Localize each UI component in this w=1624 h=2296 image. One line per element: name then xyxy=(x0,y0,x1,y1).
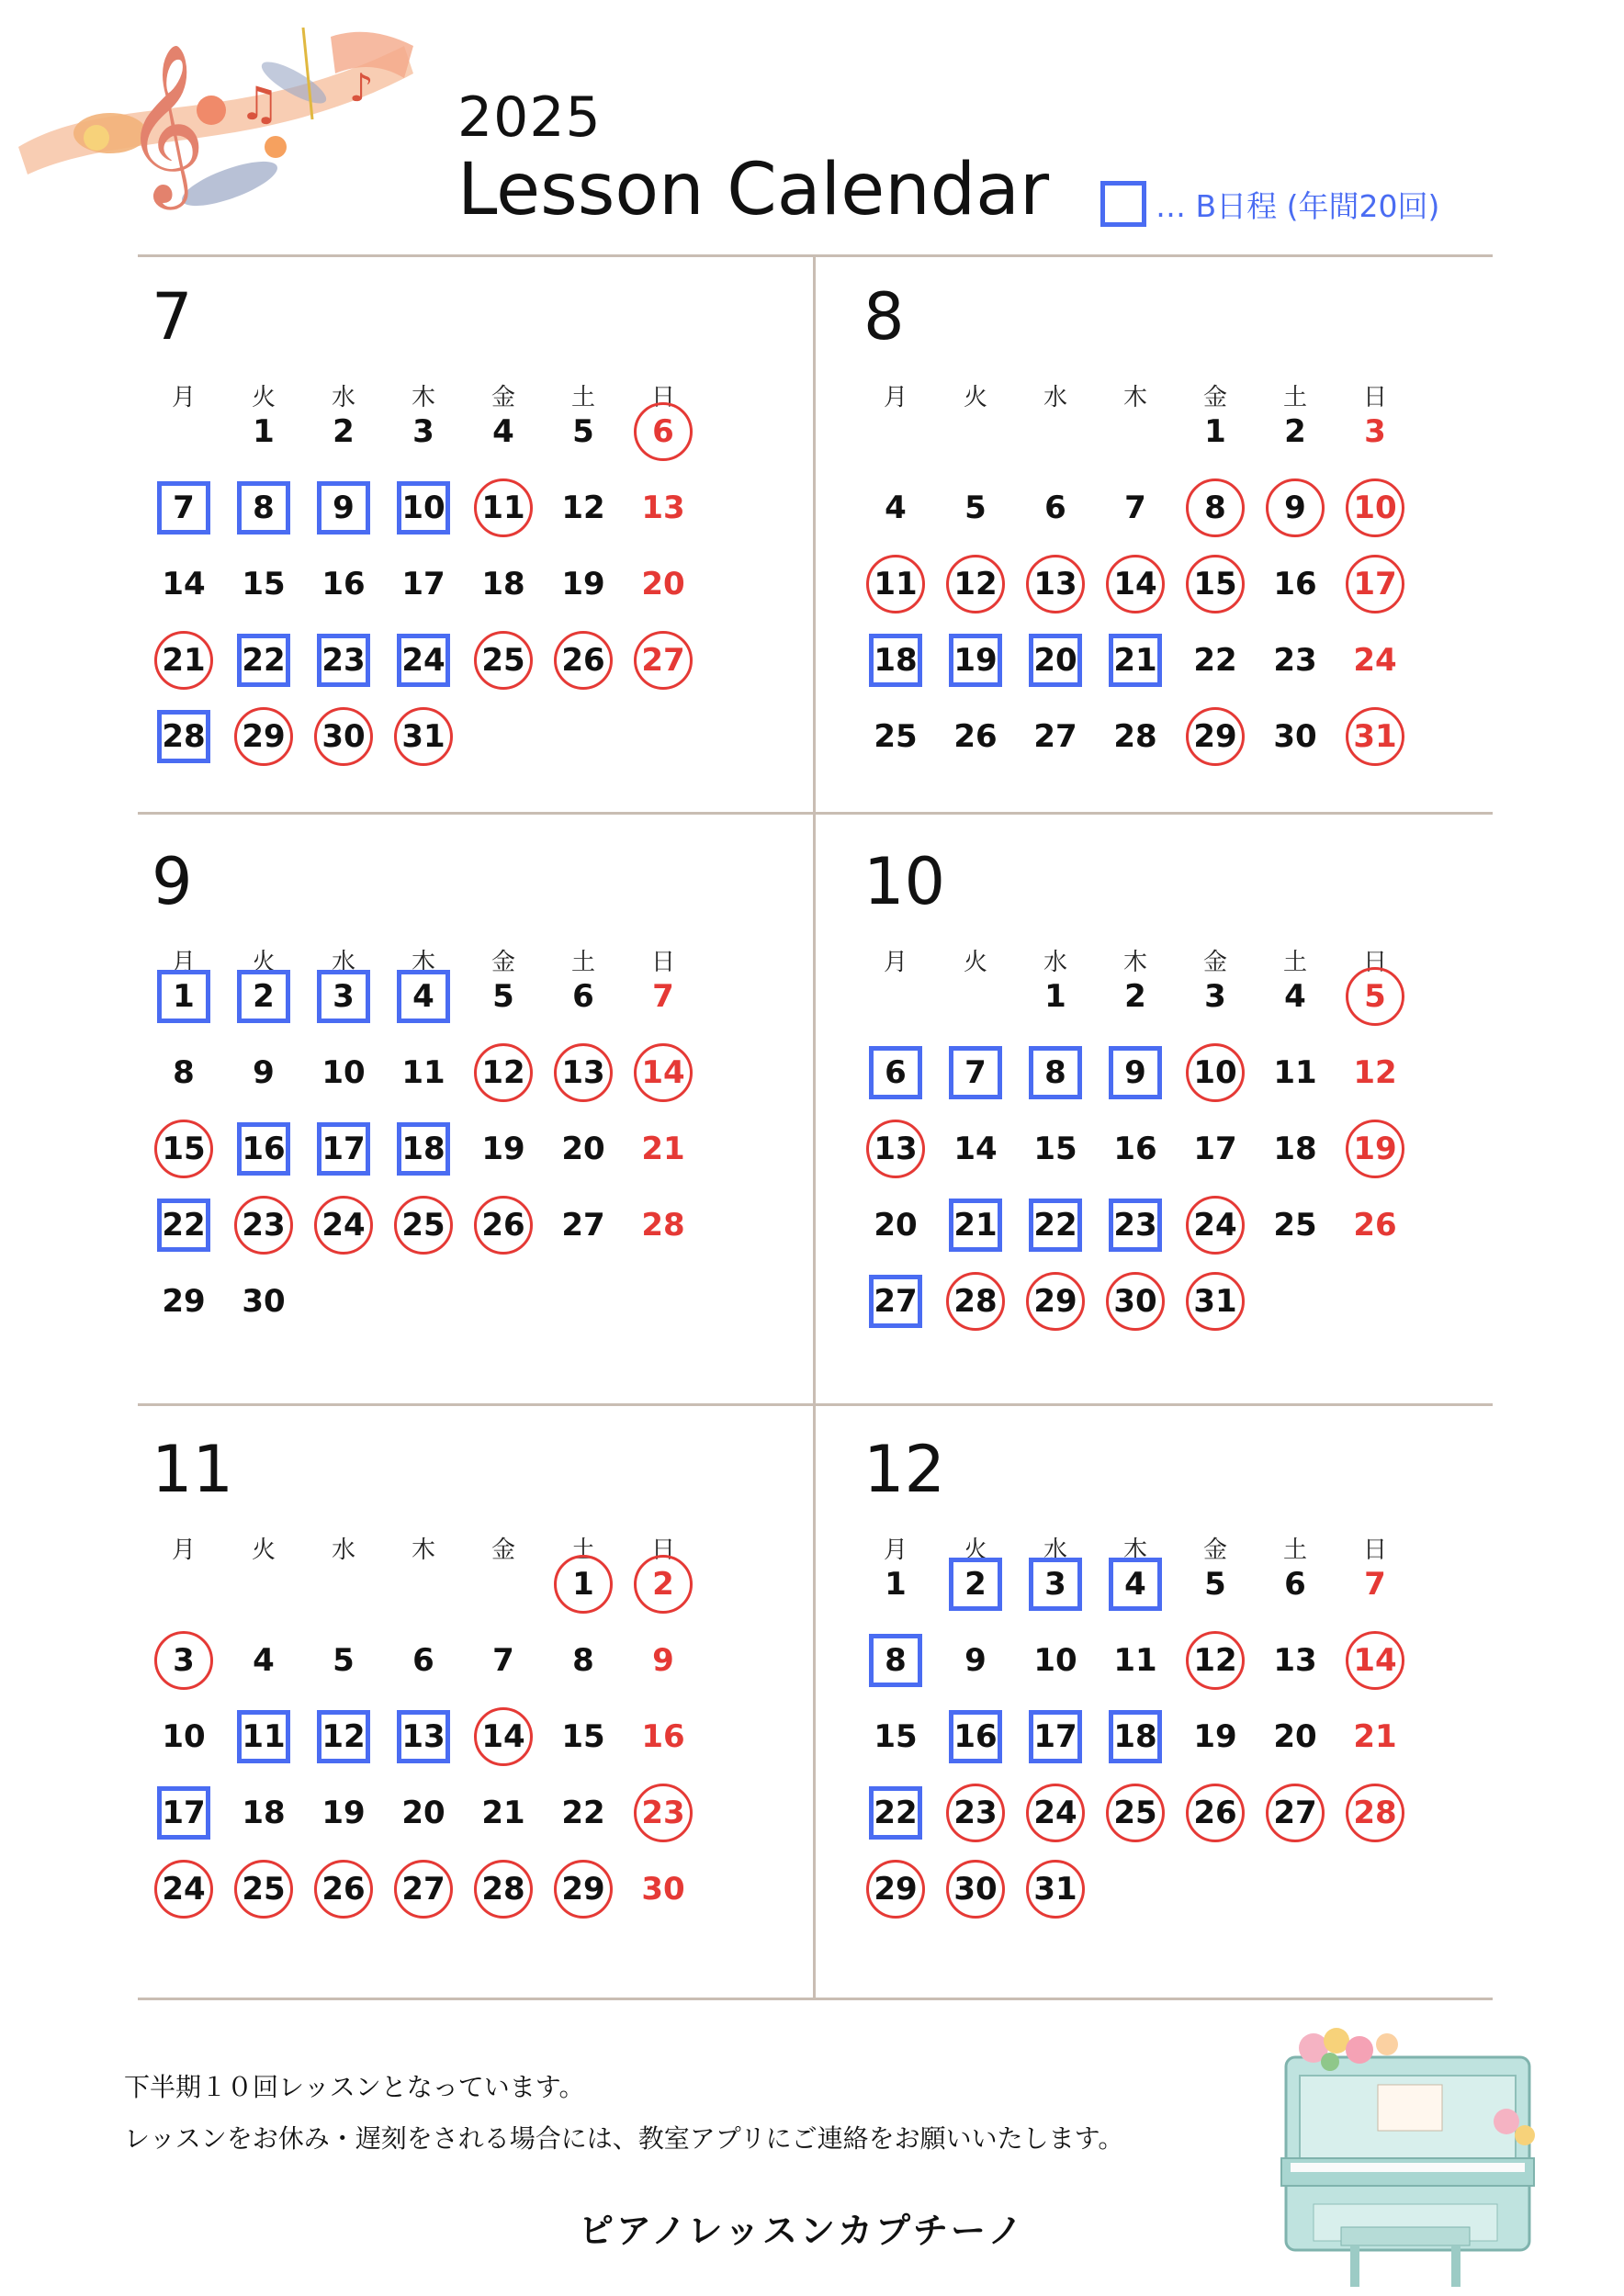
calendar-day: 1 xyxy=(554,1555,613,1614)
note-line-1: 下半期１０回レッスンとなっています。 xyxy=(124,2072,585,2102)
calendar-day: 27 xyxy=(1266,1784,1325,1842)
note-line-2: レッスンをお休み・遅刻をされる場合には、教室アプリにご連絡をお願いいたします。 xyxy=(124,2123,1124,2154)
calendar-day: 23 xyxy=(317,634,370,687)
calendar-day: 15 xyxy=(1186,555,1245,613)
calendar-day: 23 xyxy=(1109,1199,1162,1252)
svg-text:𝄞: 𝄞 xyxy=(124,43,206,203)
calendar-day: 14 xyxy=(953,1131,998,1167)
calendar-day: 28 xyxy=(1113,718,1157,755)
calendar-day: 20 xyxy=(641,566,685,602)
calendar-day: 9 xyxy=(317,481,370,535)
calendar-day: 30 xyxy=(242,1283,286,1320)
calendar-day: 17 xyxy=(401,566,445,602)
notes xyxy=(124,2062,1123,2165)
calendar-day: 25 xyxy=(1106,1784,1165,1842)
calendar-day: 7 xyxy=(1124,490,1146,526)
calendar-day: 6 xyxy=(869,1046,922,1099)
calendar-day: 30 xyxy=(641,1871,685,1908)
calendar-day: 11 xyxy=(1273,1054,1317,1091)
calendar-day: 3 xyxy=(1029,1558,1082,1611)
calendar-day: 19 xyxy=(1346,1120,1404,1178)
calendar-day: 20 xyxy=(401,1795,445,1831)
calendar-day: 19 xyxy=(481,1131,525,1167)
weekday-label: 水 xyxy=(1043,949,1067,976)
calendar-day: 25 xyxy=(394,1196,453,1255)
calendar-day: 5 xyxy=(964,490,987,526)
calendar-day: 5 xyxy=(572,413,594,450)
weekday-label: 木 xyxy=(411,384,435,411)
calendar-day: 1 xyxy=(253,413,275,450)
calendar-day: 5 xyxy=(492,978,514,1015)
calendar-day: 4 xyxy=(397,970,450,1023)
weekday-label: 水 xyxy=(331,1536,355,1564)
calendar-day: 15 xyxy=(1033,1131,1077,1167)
weekday-label: 水 xyxy=(1043,1536,1067,1564)
legend-label: … B日程 (年間20回) xyxy=(1156,187,1440,224)
weekday-label: 土 xyxy=(570,1536,595,1564)
weekday-label: 日 xyxy=(650,949,675,976)
calendar-day: 4 xyxy=(1284,978,1306,1015)
calendar-day: 12 xyxy=(1353,1054,1397,1091)
month-number: 10 xyxy=(863,844,946,919)
month-number: 11 xyxy=(152,1432,234,1507)
weekday-label: 土 xyxy=(1282,949,1307,976)
calendar-day: 23 xyxy=(946,1784,1005,1842)
calendar-day: 4 xyxy=(492,413,514,450)
calendar-day: 13 xyxy=(397,1710,450,1763)
calendar-day: 31 xyxy=(394,707,453,766)
calendar-day: 17 xyxy=(1029,1710,1082,1763)
calendar-day: 20 xyxy=(1273,1718,1317,1755)
calendar-day: 12 xyxy=(317,1710,370,1763)
weekday-label: 月 xyxy=(171,1536,196,1564)
weekday-label: 火 xyxy=(251,384,276,411)
calendar-day: 8 xyxy=(1186,478,1245,537)
calendar-day: 18 xyxy=(397,1122,450,1176)
calendar-day: 2 xyxy=(949,1558,1002,1611)
piano-illustration xyxy=(1258,2020,1562,2296)
weekday-label: 木 xyxy=(1122,949,1147,976)
weekday-label: 金 xyxy=(1202,949,1227,976)
calendar-day: 28 xyxy=(1346,1784,1404,1842)
calendar-day: 25 xyxy=(874,718,918,755)
calendar-day: 2 xyxy=(237,970,290,1023)
divider-center xyxy=(813,254,816,1999)
weekday-label: 月 xyxy=(883,1536,908,1564)
calendar-day: 25 xyxy=(474,631,533,690)
weekday-label: 土 xyxy=(570,949,595,976)
calendar-day: 14 xyxy=(162,566,206,602)
calendar-day: 6 xyxy=(412,1642,434,1679)
weekday-label: 月 xyxy=(171,949,196,976)
calendar-day: 19 xyxy=(1193,1718,1237,1755)
calendar-day: 22 xyxy=(1193,642,1237,679)
calendar-day: 7 xyxy=(949,1046,1002,1099)
calendar-day: 26 xyxy=(474,1196,533,1255)
calendar-day: 18 xyxy=(869,634,922,687)
calendar-day: 19 xyxy=(321,1795,366,1831)
calendar-day: 8 xyxy=(572,1642,594,1679)
calendar-day: 4 xyxy=(253,1642,275,1679)
calendar-day: 19 xyxy=(949,634,1002,687)
calendar-day: 27 xyxy=(1033,718,1077,755)
calendar-day: 21 xyxy=(1353,1718,1397,1755)
calendar-day: 5 xyxy=(333,1642,355,1679)
calendar-day: 21 xyxy=(154,631,213,690)
calendar-day: 18 xyxy=(1109,1710,1162,1763)
calendar-day: 12 xyxy=(474,1043,533,1102)
calendar-day: 3 xyxy=(1364,413,1386,450)
calendar-day: 9 xyxy=(964,1642,987,1679)
calendar-day: 13 xyxy=(641,490,685,526)
calendar-day: 10 xyxy=(1346,478,1404,537)
calendar-day: 8 xyxy=(869,1634,922,1687)
calendar-day: 30 xyxy=(1273,718,1317,755)
calendar-day: 6 xyxy=(634,402,693,461)
legend-square-icon xyxy=(1100,181,1146,227)
calendar-day: 27 xyxy=(634,631,693,690)
calendar-day: 19 xyxy=(561,566,605,602)
calendar-day: 2 xyxy=(1124,978,1146,1015)
calendar-day: 24 xyxy=(1353,642,1397,679)
calendar-day: 21 xyxy=(481,1795,525,1831)
calendar-day: 27 xyxy=(394,1860,453,1919)
calendar-day: 22 xyxy=(237,634,290,687)
calendar-day: 4 xyxy=(885,490,907,526)
music-ornament-illustration xyxy=(0,9,432,248)
calendar-day: 13 xyxy=(1026,555,1085,613)
calendar-day: 26 xyxy=(314,1860,373,1919)
month-number: 12 xyxy=(863,1432,946,1507)
calendar-day: 6 xyxy=(572,978,594,1015)
calendar-day: 24 xyxy=(1026,1784,1085,1842)
svg-text:♪: ♪ xyxy=(349,65,374,110)
calendar-day: 1 xyxy=(885,1566,907,1603)
calendar-day: 15 xyxy=(242,566,286,602)
calendar-day: 28 xyxy=(474,1860,533,1919)
weekday-label: 土 xyxy=(570,384,595,411)
calendar-day: 20 xyxy=(1029,634,1082,687)
weekday-label: 水 xyxy=(331,384,355,411)
weekday-label: 日 xyxy=(1362,1536,1387,1564)
calendar-day: 11 xyxy=(474,478,533,537)
calendar-day: 30 xyxy=(946,1860,1005,1919)
calendar-day: 11 xyxy=(237,1710,290,1763)
calendar-day: 14 xyxy=(1106,555,1165,613)
calendar-day: 17 xyxy=(157,1786,210,1840)
calendar-day: 6 xyxy=(1044,490,1066,526)
calendar-day: 10 xyxy=(397,481,450,535)
calendar-day: 8 xyxy=(1029,1046,1082,1099)
calendar-day: 7 xyxy=(652,978,674,1015)
calendar-day: 16 xyxy=(1273,566,1317,602)
calendar-day: 8 xyxy=(237,481,290,535)
calendar-day: 15 xyxy=(561,1718,605,1755)
calendar-day: 5 xyxy=(1346,967,1404,1026)
calendar-day: 18 xyxy=(242,1795,286,1831)
calendar-day: 25 xyxy=(1273,1207,1317,1244)
weekday-label: 土 xyxy=(1282,1536,1307,1564)
calendar-day: 18 xyxy=(481,566,525,602)
weekday-label: 火 xyxy=(963,949,987,976)
legend xyxy=(1100,176,1439,231)
calendar-day: 27 xyxy=(869,1275,922,1328)
weekday-label: 金 xyxy=(491,1536,515,1564)
weekday-label: 金 xyxy=(1202,384,1227,411)
calendar-day: 17 xyxy=(317,1122,370,1176)
calendar-day: 21 xyxy=(949,1199,1002,1252)
calendar-day: 29 xyxy=(1026,1272,1085,1331)
calendar-day: 26 xyxy=(953,718,998,755)
weekday-label: 水 xyxy=(331,949,355,976)
calendar-day: 26 xyxy=(1186,1784,1245,1842)
calendar-day: 5 xyxy=(1204,1566,1226,1603)
calendar-day: 26 xyxy=(1353,1207,1397,1244)
calendar-title: Lesson Calendar xyxy=(457,149,1050,231)
month-number: 7 xyxy=(152,279,193,355)
calendar-day: 7 xyxy=(157,481,210,535)
calendar-day: 24 xyxy=(154,1860,213,1919)
weekday-label: 土 xyxy=(1282,384,1307,411)
calendar-day: 22 xyxy=(1029,1199,1082,1252)
calendar-day: 3 xyxy=(317,970,370,1023)
calendar-day: 1 xyxy=(157,970,210,1023)
calendar-day: 8 xyxy=(173,1054,195,1091)
calendar-day: 27 xyxy=(561,1207,605,1244)
weekday-label: 木 xyxy=(1122,1536,1147,1564)
weekday-label: 日 xyxy=(1362,949,1387,976)
calendar-day: 7 xyxy=(492,1642,514,1679)
calendar-day: 1 xyxy=(1204,413,1226,450)
calendar-day: 24 xyxy=(397,634,450,687)
calendar-day: 9 xyxy=(652,1642,674,1679)
weekday-label: 月 xyxy=(883,949,908,976)
weekday-label: 金 xyxy=(491,384,515,411)
calendar-day: 28 xyxy=(946,1272,1005,1331)
calendar-day: 23 xyxy=(634,1784,693,1842)
calendar-day: 1 xyxy=(1044,978,1066,1015)
calendar-day: 28 xyxy=(641,1207,685,1244)
weekday-label: 火 xyxy=(251,1536,276,1564)
calendar-day: 31 xyxy=(1186,1272,1245,1331)
calendar-day: 14 xyxy=(474,1707,533,1766)
studio-name: ピアノレッスンカプチーノ xyxy=(579,2211,1026,2251)
calendar-day: 10 xyxy=(1186,1043,1245,1102)
calendar-day: 22 xyxy=(157,1199,210,1252)
weekday-label: 火 xyxy=(963,1536,987,1564)
calendar-day: 29 xyxy=(554,1860,613,1919)
calendar-day: 31 xyxy=(1346,707,1404,766)
calendar-day: 7 xyxy=(1364,1566,1386,1603)
calendar-day: 17 xyxy=(1346,555,1404,613)
calendar-day: 23 xyxy=(1273,642,1317,679)
calendar-day: 17 xyxy=(1193,1131,1237,1167)
calendar-day: 2 xyxy=(1284,413,1306,450)
calendar-day: 22 xyxy=(869,1786,922,1840)
calendar-day: 29 xyxy=(866,1860,925,1919)
calendar-day: 6 xyxy=(1284,1566,1306,1603)
calendar-day: 12 xyxy=(561,490,605,526)
weekday-label: 火 xyxy=(251,949,276,976)
calendar-day: 31 xyxy=(1026,1860,1085,1919)
calendar-day: 21 xyxy=(641,1131,685,1167)
weekday-label: 木 xyxy=(411,949,435,976)
calendar-day: 2 xyxy=(634,1555,693,1614)
calendar-day: 16 xyxy=(237,1122,290,1176)
calendar-day: 16 xyxy=(1113,1131,1157,1167)
calendar-day: 20 xyxy=(561,1131,605,1167)
calendar-day: 9 xyxy=(253,1054,275,1091)
calendar-day: 25 xyxy=(234,1860,293,1919)
weekday-label: 木 xyxy=(411,1536,435,1564)
calendar-day: 21 xyxy=(1109,634,1162,687)
calendar-day: 12 xyxy=(1186,1631,1245,1690)
calendar-day: 29 xyxy=(162,1283,206,1320)
weekday-label: 日 xyxy=(1362,384,1387,411)
calendar-day: 10 xyxy=(162,1718,206,1755)
calendar-day: 26 xyxy=(554,631,613,690)
calendar-day: 10 xyxy=(1033,1642,1077,1679)
calendar-day: 11 xyxy=(866,555,925,613)
calendar-day: 14 xyxy=(1346,1631,1404,1690)
calendar-day: 29 xyxy=(1186,707,1245,766)
calendar-day: 3 xyxy=(412,413,434,450)
calendar-day: 29 xyxy=(234,707,293,766)
weekday-label: 金 xyxy=(1202,1536,1227,1564)
weekday-label: 日 xyxy=(650,384,675,411)
svg-text:♫: ♫ xyxy=(239,77,280,130)
calendar-day: 14 xyxy=(634,1043,693,1102)
calendar-day: 23 xyxy=(234,1196,293,1255)
calendar-day: 16 xyxy=(949,1710,1002,1763)
calendar-day: 15 xyxy=(154,1120,213,1178)
weekday-label: 金 xyxy=(491,949,515,976)
calendar-day: 30 xyxy=(314,707,373,766)
weekday-label: 日 xyxy=(650,1536,675,1564)
calendar-day: 16 xyxy=(641,1718,685,1755)
weekday-label: 月 xyxy=(883,384,908,411)
calendar-day: 30 xyxy=(1106,1272,1165,1331)
weekday-label: 火 xyxy=(963,384,987,411)
calendar-day: 9 xyxy=(1266,478,1325,537)
month-number: 9 xyxy=(152,844,193,919)
calendar-day: 4 xyxy=(1109,1558,1162,1611)
calendar-day: 11 xyxy=(401,1054,445,1091)
calendar-day: 24 xyxy=(314,1196,373,1255)
weekday-label: 月 xyxy=(171,384,196,411)
calendar-day: 13 xyxy=(866,1120,925,1178)
calendar-day: 22 xyxy=(561,1795,605,1831)
calendar-day: 2 xyxy=(333,413,355,450)
calendar-day: 24 xyxy=(1186,1196,1245,1255)
weekday-label: 水 xyxy=(1043,384,1067,411)
calendar-day: 13 xyxy=(554,1043,613,1102)
weekday-label: 木 xyxy=(1122,384,1147,411)
calendar-day: 9 xyxy=(1109,1046,1162,1099)
calendar-day: 16 xyxy=(321,566,366,602)
calendar-day: 18 xyxy=(1273,1131,1317,1167)
calendar-day: 28 xyxy=(157,710,210,763)
calendar-day: 13 xyxy=(1273,1642,1317,1679)
calendar-day: 12 xyxy=(946,555,1005,613)
calendar-day: 20 xyxy=(874,1207,918,1244)
calendar-day: 11 xyxy=(1113,1642,1157,1679)
calendar-day: 3 xyxy=(154,1631,213,1690)
calendar-year: 2025 xyxy=(457,85,602,150)
calendar-day: 15 xyxy=(874,1718,918,1755)
calendar-day: 3 xyxy=(1204,978,1226,1015)
calendar-day: 10 xyxy=(321,1054,366,1091)
month-number: 8 xyxy=(863,279,905,355)
